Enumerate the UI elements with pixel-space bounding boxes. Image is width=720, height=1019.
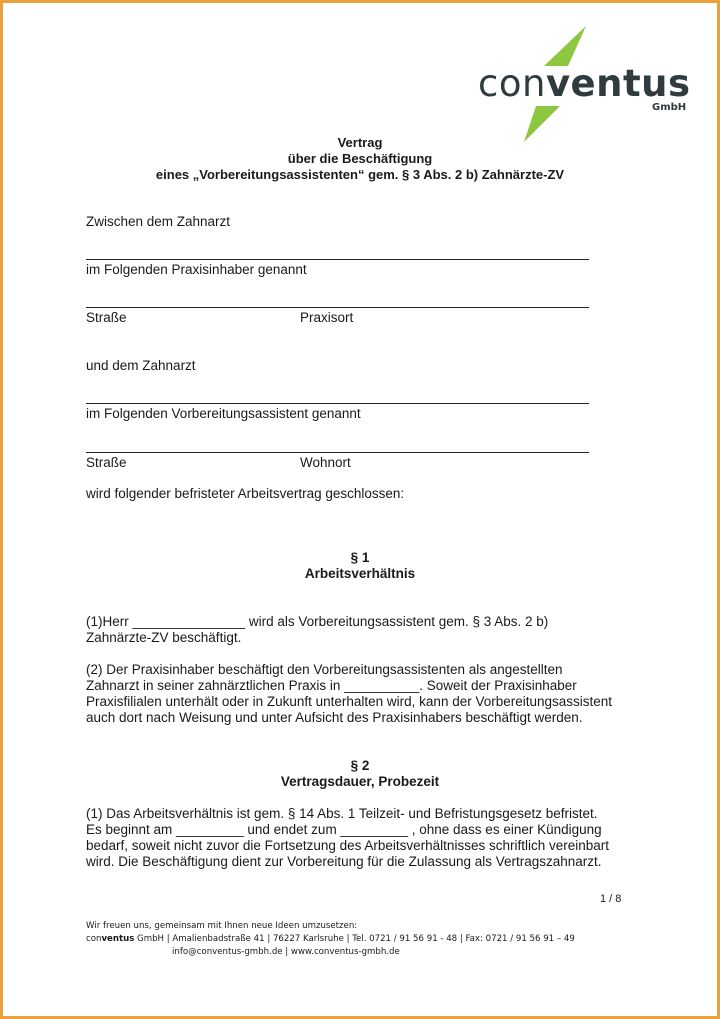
between-label: Zwischen dem Zahnarzt <box>86 214 231 229</box>
section-1-heading: Arbeitsverhältnis <box>304 566 416 581</box>
logo-word-light: con <box>478 62 546 105</box>
page-number: 1 / 8 <box>600 893 622 905</box>
text-line: auch dort nach Weisung und unter Aufsicht des Praxisinhabers beschäftigt werden. <box>86 710 583 725</box>
section-2-heading: Vertragsdauer, Probezeit <box>280 774 440 789</box>
text-line: Zahnarzt in seiner zahnärztlichen Praxis in __________. Soweit der Praxisinhaber <box>86 678 577 693</box>
footer-contact[interactable]: info@conventus-gmbh.de | www.conventus-gmbh.de <box>172 947 400 957</box>
street-label-1: Straße <box>86 310 127 325</box>
section-1-number: § 1 <box>350 550 370 565</box>
logo-suffix: GmbH <box>652 102 687 113</box>
text-line: (1)Herr _______________ wird als Vorbereitungsassistent gem. § 3 Abs. 2 b) <box>86 614 549 629</box>
owner-address-line[interactable] <box>86 307 589 308</box>
owner-name-line[interactable] <box>86 259 589 260</box>
logo-wordmark <box>478 62 691 105</box>
text-line: bedarf, soweit nicht zuvor die Fortsetzung des Arbeitsverhältnisses schriftlich vereinbart <box>86 838 609 853</box>
and-label: und dem Zahnarzt <box>86 358 196 373</box>
assistant-label: im Folgenden Vorbereitungsassistent genannt <box>86 406 361 421</box>
footer-company-address: GmbH | Amalienbadstraße 41 | 76227 Karlsruhe | Tel. 0721 / 91 56 91 - 48 | Fax: 0721 / 91 56 91 – 49 <box>134 934 575 944</box>
section-1-paragraph-2 <box>86 662 646 726</box>
title-line-3: eines „Vorbereitungsassistenten“ gem. § 3 Abs. 2 b) Zahnärzte-ZV <box>155 167 565 182</box>
title-line-2: über die Beschäftigung <box>287 151 433 166</box>
owner-label: im Folgenden Praxisinhaber genannt <box>86 262 307 277</box>
conventus-logo <box>478 26 698 146</box>
title-line-1: Vertrag <box>337 135 383 150</box>
logo-word-bold: ventus <box>545 62 691 105</box>
text-line: Es beginnt am _________ und endet zum _________ , ohne dass es einer Kündigung <box>86 822 602 837</box>
footer-company-line <box>86 933 575 946</box>
text-line: (1) Das Arbeitsverhältnis ist gem. § 14 Abs. 1 Teilzeit- und Befristungsgesetz befristet. <box>86 806 598 821</box>
section-2-paragraph-1 <box>86 806 646 870</box>
text-line: (2) Der Praxisinhaber beschäftigt den Vorbereitungsassistenten als angestellten <box>86 662 563 677</box>
text-line: wird. Die Beschäftigung dient zur Vorbereitung für die Zulassung als Vertragszahnarzt. <box>86 854 602 869</box>
section-2-number: § 2 <box>350 758 370 773</box>
assistant-name-line[interactable] <box>86 403 589 404</box>
residence-label: Wohnort <box>300 455 351 470</box>
street-label-2: Straße <box>86 455 127 470</box>
footer-company-bold: ventus <box>101 934 135 944</box>
practice-location-label: Praxisort <box>300 310 354 325</box>
text-line: Zahnärzte-ZV beschäftigt. <box>86 630 242 645</box>
footer-company-prefix: con <box>86 934 102 944</box>
contract-concluded-text: wird folgender befristeter Arbeitsvertrag geschlossen: <box>86 486 405 501</box>
section-1-paragraph-1 <box>86 614 646 646</box>
footer-tagline: Wir freuen uns, gemeinsam mit Ihnen neue Ideen umzusetzen: <box>86 921 358 931</box>
assistant-address-line[interactable] <box>86 452 589 453</box>
text-line: Praxisfilialen unterhält oder in Zukunft unterhalten wird, kann der Vorbereitungsassistent <box>86 694 613 709</box>
